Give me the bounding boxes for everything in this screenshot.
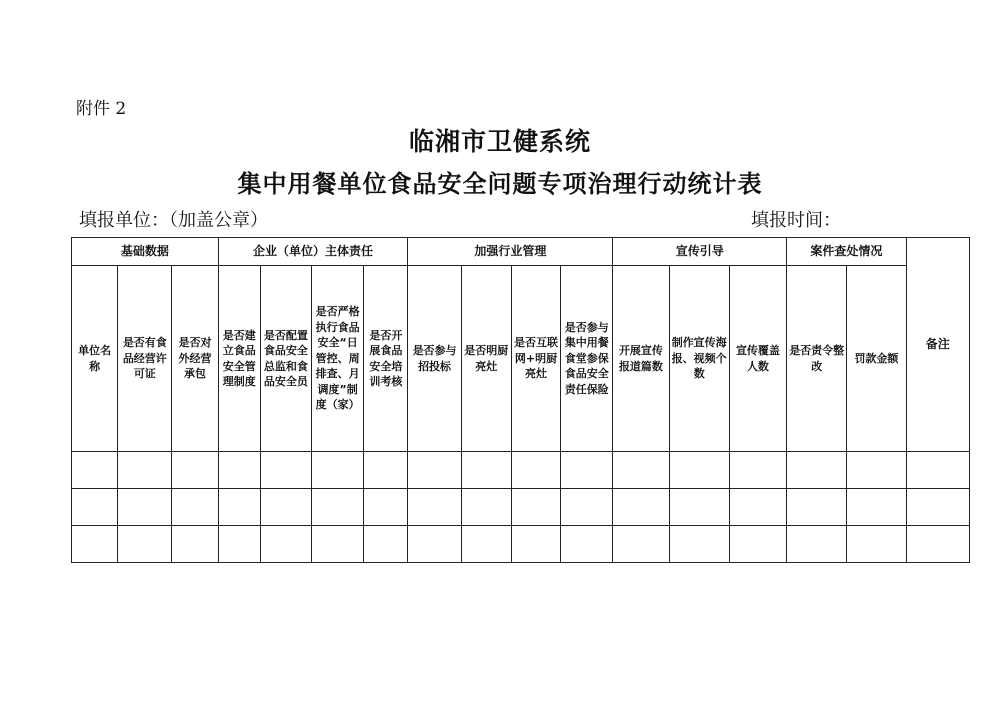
table-cell[interactable] [561,489,613,526]
column-coverage-count: 宣传覆盖人数 [729,266,786,452]
table-cell[interactable] [312,452,364,489]
column-header-row [72,266,970,452]
table-cell[interactable] [561,452,613,489]
table-cell[interactable] [847,526,906,563]
column-posters-videos: 制作宣传海报、视频个数 [669,266,729,452]
table-cell[interactable] [118,452,172,489]
table-cell[interactable] [787,526,847,563]
table-cell[interactable] [511,526,560,563]
table-cell[interactable] [218,489,260,526]
table-cell[interactable] [218,452,260,489]
column-safety-system: 是否建立食品安全管理制度 [218,266,260,452]
column-daily-weekly-monthly: 是否严格执行食品安全“日管控、周排查、月调度”制度（家） [312,266,364,452]
table-cell[interactable] [669,452,729,489]
section-case-handling: 案件查处情况 [787,238,907,266]
table-row [72,489,970,526]
table-cell[interactable] [787,452,847,489]
table-cell[interactable] [172,526,218,563]
table-cell[interactable] [118,489,172,526]
section-basic-data: 基础数据 [72,238,219,266]
table-cell[interactable] [729,452,786,489]
table-cell[interactable] [613,452,669,489]
column-remarks: 备注 [906,238,969,452]
table-row [72,526,970,563]
table-cell[interactable] [847,489,906,526]
table-cell[interactable] [511,489,560,526]
statistics-table [71,237,970,563]
table-cell[interactable] [364,489,408,526]
section-enterprise-responsibility: 企业（单位）主体责任 [218,238,408,266]
column-safety-director: 是否配置食品安全总监和食品安全员 [260,266,311,452]
column-external-contract: 是否对外经营承包 [172,266,218,452]
column-food-license: 是否有食品经营许可证 [118,266,172,452]
table-cell[interactable] [669,489,729,526]
column-fine-amount: 罚款金额 [847,266,906,452]
table-cell[interactable] [260,526,311,563]
table-cell[interactable] [461,526,511,563]
table-cell[interactable] [613,526,669,563]
table-cell[interactable] [613,489,669,526]
table-cell[interactable] [847,452,906,489]
table-cell[interactable] [260,489,311,526]
table-cell[interactable] [787,489,847,526]
table-cell[interactable] [408,489,461,526]
table-cell[interactable] [729,489,786,526]
column-liability-insurance: 是否参与集中用餐食堂参保食品安全责任保险 [561,266,613,452]
section-industry-management: 加强行业管理 [408,238,613,266]
table-cell[interactable] [118,526,172,563]
table-cell[interactable] [72,452,118,489]
table-cell[interactable] [172,489,218,526]
column-publicity-reports: 开展宣传报道篇数 [613,266,669,452]
table-cell[interactable] [408,526,461,563]
table-cell[interactable] [218,526,260,563]
document-title: 临湘市卫健系统 [408,127,591,156]
attachment-label: 附件 2 [76,99,127,119]
table-cell[interactable] [669,526,729,563]
table-cell[interactable] [906,489,969,526]
table-cell[interactable] [312,489,364,526]
table-cell[interactable] [364,452,408,489]
table-cell[interactable] [906,452,969,489]
section-header-row [72,238,970,266]
document-subtitle: 集中用餐单位食品安全问题专项治理行动统计表 [237,170,763,198]
column-rectification-order: 是否责令整改 [787,266,847,452]
table-cell[interactable] [561,526,613,563]
section-publicity: 宣传引导 [613,238,787,266]
table-cell[interactable] [364,526,408,563]
column-bidding: 是否参与招投标 [408,266,461,452]
table-cell[interactable] [172,452,218,489]
column-open-kitchen: 是否明厨亮灶 [461,266,511,452]
table-cell[interactable] [729,526,786,563]
table-cell[interactable] [408,452,461,489]
table-cell[interactable] [906,526,969,563]
fill-unit-label: 填报单位：（加盖公章） [79,210,268,231]
table-cell[interactable] [72,489,118,526]
table-row [72,452,970,489]
table-cell[interactable] [511,452,560,489]
column-unit-name: 单位名称 [72,266,118,452]
table-cell[interactable] [312,526,364,563]
table-cell[interactable] [461,452,511,489]
column-safety-training: 是否开展食品安全培训考核 [364,266,408,452]
table-cell[interactable] [72,526,118,563]
table-cell[interactable] [260,452,311,489]
fill-time-label: 填报时间： [751,210,841,231]
column-internet-open-kitchen: 是否互联网+明厨亮灶 [511,266,560,452]
table-cell[interactable] [461,489,511,526]
